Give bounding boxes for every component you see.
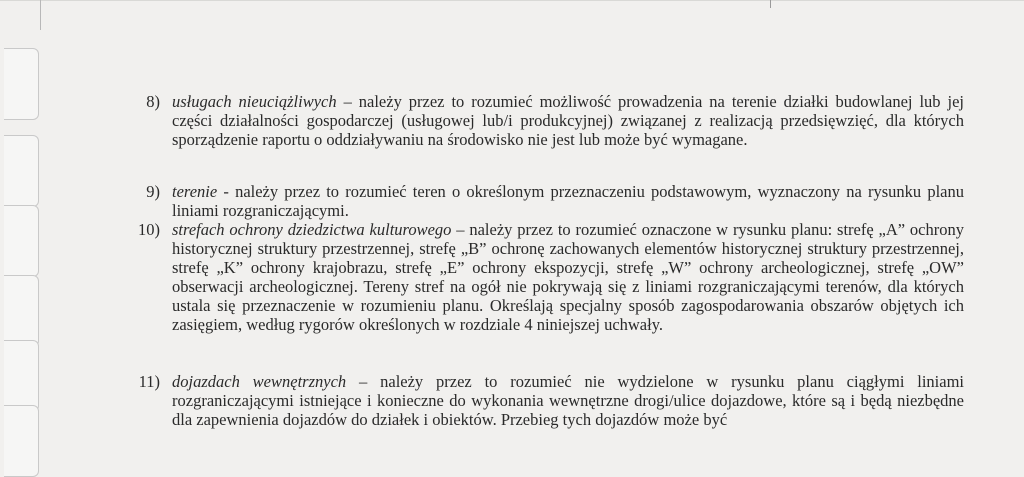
list-item-number: 10) <box>138 220 160 239</box>
list-item-text <box>172 182 964 220</box>
list-item-number: 8) <box>146 92 160 111</box>
definition-text: – należy przez to rozumieć możliwość prowadzenia na terenie działki budowlanej lub jej części działalności gospodarczej (usługowej lub/i produkcyjnej) związanej z realizacją przedsięwzięć, dla których sporządzenie raportu o oddziaływaniu na środowisko nie jest lub może być wymagane. <box>172 92 964 149</box>
defined-term: strefach ochrony dziedzictwa kulturowego <box>172 220 452 239</box>
list-item-text <box>172 220 964 334</box>
definition-text: - należy przez to rozumieć teren o określonym przeznaczeniu podstawowym, wyznaczony na rysunku planu liniami rozgraniczającymi. <box>172 182 964 220</box>
definition-text: – należy przez to rozumieć oznaczone w rysunku planu: strefę „A” ochrony historycznej struktury przestrzennej, strefę „B” ochronę zachowanych elementów historycznej struktury przestrzennej, strefę „K” ochrony krajobrazu, strefę „E” ochrony ekspozycji, strefę „W” ochrony archeologicznej, strefę „OW” obserwacji archeologicznej. Tereny stref na ogół nie pokrywają się z liniami rozgraniczającymi terenów, dla których ustala się przeznaczenie w rozumieniu planu. Określają specjalny sposób zagospodarowania obszarów objętych ich zasięgiem, według rygorów określonych w rozdziale 4 niniejszej uchwały. <box>172 220 964 334</box>
defined-term: usługach nieuciążliwych <box>172 92 337 111</box>
list-item-text <box>172 372 964 429</box>
list-item-number: 11) <box>138 372 160 391</box>
defined-term: terenie <box>172 182 218 201</box>
list-item-number: 9) <box>146 182 160 201</box>
list-item-text <box>172 92 964 149</box>
definition-text: – należy przez to rozumieć nie wydzielone w rysunku planu ciągłymi liniami rozgraniczającymi istniejące i konieczne do wykonania wewnętrzne drogi/ulice dojazdowe, które są i będą niezbędne dla zapewnienia dojazdów do działek i obiektów. Przebieg tych dojazdów może być <box>172 372 965 429</box>
defined-term: dojazdach wewnętrznych <box>172 372 347 391</box>
